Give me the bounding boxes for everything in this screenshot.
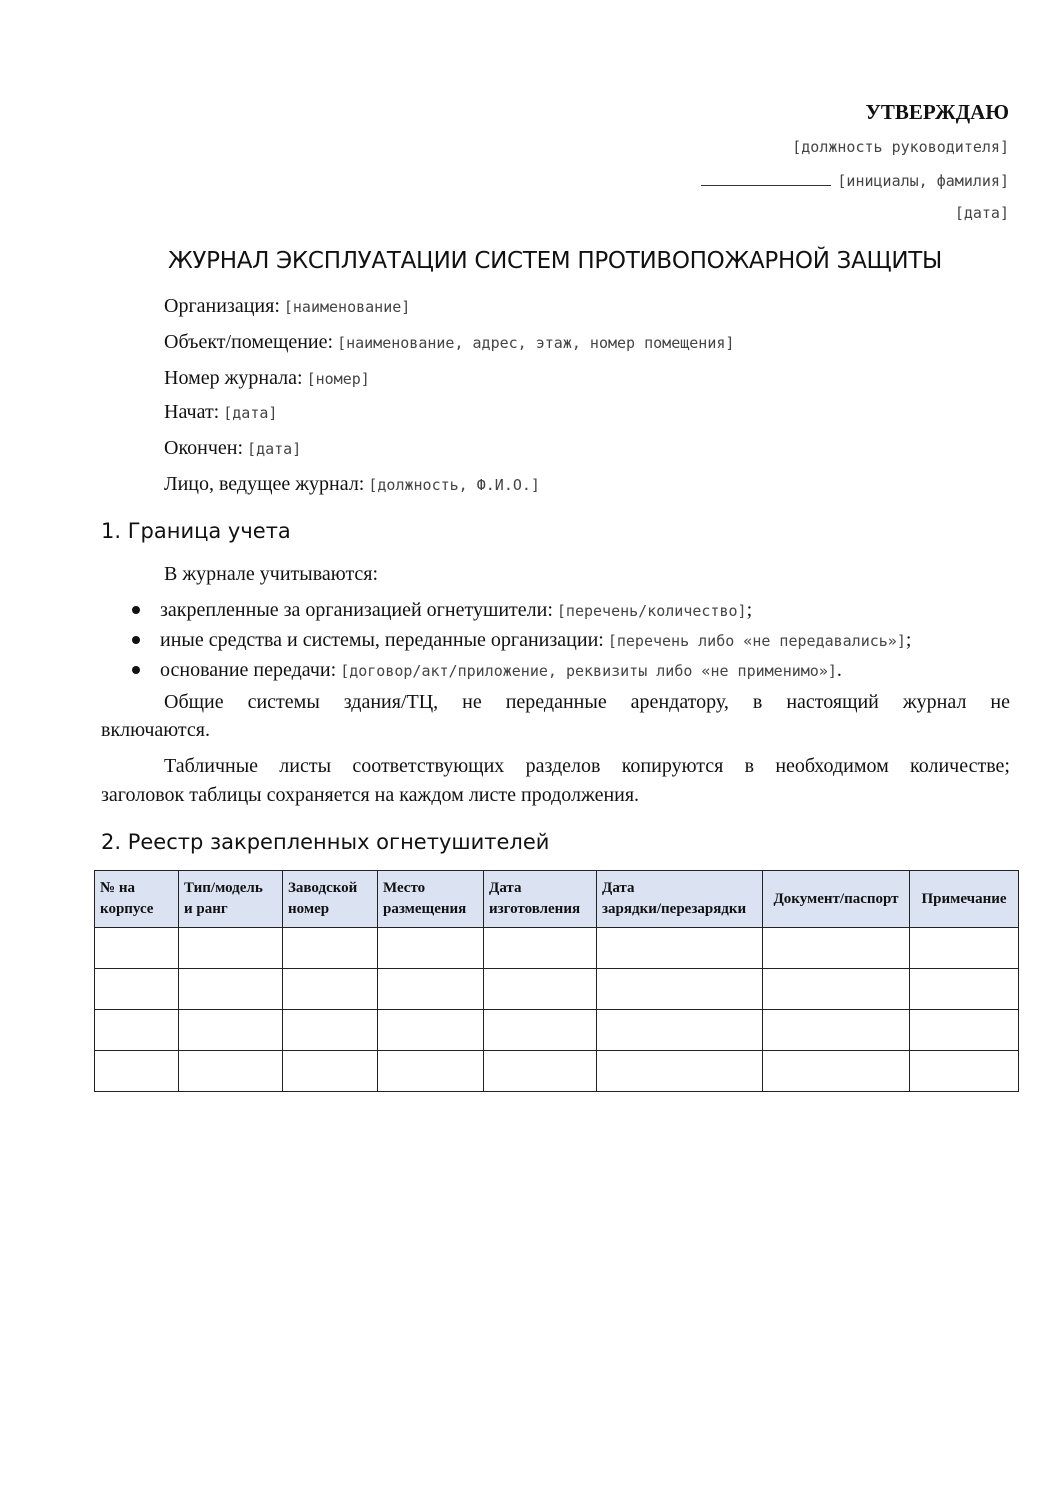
table-row [95, 1051, 1019, 1092]
bullet-icon [132, 666, 140, 674]
meta-journal-number [164, 367, 370, 390]
meta-finished [164, 437, 301, 460]
section-1-intro: В журнале учитываются: [164, 563, 379, 585]
list-item: иные средства и системы, переданные организации: [перечень либо «не передавались»]; [132, 629, 911, 652]
bullet-icon [132, 636, 140, 644]
page-title: ЖУРНАЛ ЭКСПЛУАТАЦИИ СИСТЕМ ПРОТИВОПОЖАРНОЙ ЗАЩИТЫ [167, 248, 943, 274]
meta-value: [номер] [306, 370, 370, 388]
list-item: основание передачи: [договор/акт/приложение, реквизиты либо «не применимо»]. [132, 659, 842, 682]
list-item: закрепленные за организацией огнетушители: [перечень/количество]; [132, 599, 752, 622]
approval-signature-name: [инициалы, фамилия] [837, 172, 1009, 190]
column-header: Дата зарядки/перезарядки [597, 871, 763, 928]
extinguisher-register-table [94, 870, 1019, 1092]
approval-position: [должность руководителя] [792, 138, 1009, 156]
meta-value: [наименование] [283, 298, 411, 316]
column-header: № на корпусе [95, 871, 179, 928]
meta-value: [наименование, адрес, этаж, номер помещения] [337, 334, 735, 352]
meta-label: Лицо, ведущее журнал: [164, 473, 365, 495]
paragraph-line: Общие системы здания/ТЦ, не переданные арендатору, в настоящий журнал не [164, 691, 1010, 713]
table-row [95, 1010, 1019, 1051]
meta-started [164, 401, 277, 424]
meta-label: Начат: [164, 401, 220, 423]
column-header: Место размещения [378, 871, 484, 928]
approval-date: [дата] [954, 204, 1009, 222]
section-1-heading: 1. Граница учета [101, 519, 291, 543]
approval-title: УТВЕРЖДАЮ [865, 100, 1009, 124]
meta-responsible [164, 473, 540, 496]
column-header: Примечание [910, 871, 1019, 928]
table-row [95, 969, 1019, 1010]
column-header: Дата изготовления [484, 871, 597, 928]
table-row [95, 928, 1019, 969]
meta-value: [дата] [247, 440, 302, 458]
signature-line [701, 172, 831, 186]
table-header-row [95, 871, 1019, 928]
meta-organization [164, 295, 410, 318]
meta-label: Объект/помещение: [164, 331, 334, 353]
paragraph-line: включаются. [101, 719, 210, 741]
column-header: Тип/модель и ранг [179, 871, 283, 928]
meta-value: [должность, Ф.И.О.] [368, 476, 540, 494]
meta-value: [дата] [223, 404, 278, 422]
bullet-icon [132, 606, 140, 614]
meta-object [164, 331, 734, 354]
approval-signature [701, 172, 1009, 191]
section-2-heading: 2. Реестр закрепленных огнетушителей [101, 830, 550, 854]
paragraph-line: заголовок таблицы сохраняется на каждом листе продолжения. [101, 784, 640, 806]
column-header: Документ/паспорт [763, 871, 910, 928]
paragraph-line: Табличные листы соответствующих разделов копируются в необходимом количестве; [164, 755, 1010, 777]
meta-label: Организация: [164, 295, 280, 317]
meta-label: Номер журнала: [164, 367, 303, 389]
meta-label: Окончен: [164, 437, 244, 459]
column-header: Заводской номер [283, 871, 378, 928]
